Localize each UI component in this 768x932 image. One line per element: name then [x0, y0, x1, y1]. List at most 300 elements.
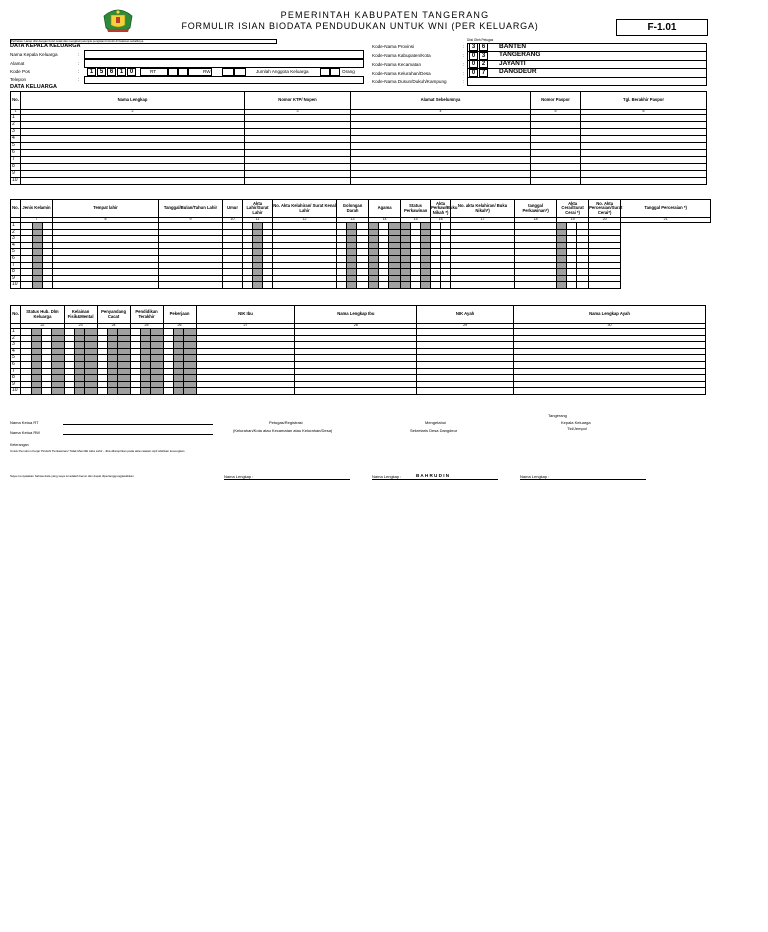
- entry-cell[interactable]: [151, 348, 163, 355]
- entry-cell[interactable]: [401, 223, 411, 230]
- entry-cell[interactable]: [196, 368, 295, 375]
- entry-cell[interactable]: [243, 282, 253, 289]
- entry-cell[interactable]: [577, 262, 589, 269]
- entry-cell[interactable]: [243, 255, 253, 262]
- entry-cell[interactable]: [389, 255, 401, 262]
- entry-cell[interactable]: [140, 355, 150, 362]
- entry-cell[interactable]: [441, 262, 451, 269]
- entry-cell[interactable]: [421, 236, 431, 243]
- entry-cell[interactable]: [379, 269, 389, 276]
- entry-cell[interactable]: [159, 242, 223, 249]
- entry-cell[interactable]: [53, 236, 159, 243]
- entry-cell[interactable]: [184, 342, 196, 349]
- entry-cell[interactable]: [74, 342, 84, 349]
- entry-cell[interactable]: [97, 361, 107, 368]
- entry-cell[interactable]: [43, 229, 53, 236]
- entry-cell[interactable]: [118, 375, 130, 382]
- entry-cell[interactable]: [31, 335, 41, 342]
- entry-cell[interactable]: [515, 249, 557, 256]
- entry-cell[interactable]: [151, 381, 163, 388]
- entry-cell[interactable]: [21, 150, 245, 157]
- entry-cell[interactable]: [43, 223, 53, 230]
- entry-cell[interactable]: [337, 255, 347, 262]
- entry-cell[interactable]: [589, 223, 621, 230]
- entry-cell[interactable]: [253, 282, 263, 289]
- entry-cell[interactable]: [389, 229, 401, 236]
- entry-cell[interactable]: [253, 249, 263, 256]
- desa-code-digit[interactable]: 0: [469, 69, 478, 77]
- entry-cell[interactable]: [43, 242, 53, 249]
- entry-cell[interactable]: [173, 368, 183, 375]
- entry-cell[interactable]: [184, 375, 196, 382]
- entry-cell[interactable]: [557, 262, 567, 269]
- entry-cell[interactable]: [196, 348, 295, 355]
- entry-cell[interactable]: [589, 282, 621, 289]
- kec-code-digit[interactable]: 2: [479, 60, 488, 68]
- anggota-digit[interactable]: [330, 68, 340, 76]
- entry-cell[interactable]: [515, 262, 557, 269]
- entry-cell[interactable]: [33, 223, 43, 230]
- entry-cell[interactable]: [567, 223, 577, 230]
- entry-cell[interactable]: [173, 348, 183, 355]
- provinsi-code-digit[interactable]: 6: [479, 43, 488, 51]
- kodepos-digit[interactable]: 5: [97, 68, 106, 76]
- entry-cell[interactable]: [173, 335, 183, 342]
- entry-cell[interactable]: [41, 388, 51, 395]
- entry-cell[interactable]: [577, 275, 589, 282]
- entry-cell[interactable]: [567, 236, 577, 243]
- entry-cell[interactable]: [369, 249, 379, 256]
- entry-cell[interactable]: [159, 229, 223, 236]
- entry-cell[interactable]: [21, 269, 33, 276]
- entry-cell[interactable]: [451, 282, 515, 289]
- entry-cell[interactable]: [431, 262, 441, 269]
- entry-cell[interactable]: [337, 223, 347, 230]
- kab-name[interactable]: TANGERANG: [499, 51, 541, 58]
- entry-cell[interactable]: [85, 329, 97, 336]
- entry-cell[interactable]: [531, 129, 581, 136]
- entry-cell[interactable]: [163, 368, 173, 375]
- entry-cell[interactable]: [64, 361, 74, 368]
- entry-cell[interactable]: [263, 262, 273, 269]
- entry-cell[interactable]: [31, 355, 41, 362]
- entry-cell[interactable]: [514, 361, 706, 368]
- entry-cell[interactable]: [515, 236, 557, 243]
- entry-cell[interactable]: [441, 282, 451, 289]
- entry-cell[interactable]: [263, 242, 273, 249]
- entry-cell[interactable]: [567, 262, 577, 269]
- entry-cell[interactable]: [43, 236, 53, 243]
- entry-cell[interactable]: [531, 164, 581, 171]
- kodepos-digit[interactable]: 1: [117, 68, 126, 76]
- entry-cell[interactable]: [337, 282, 347, 289]
- entry-cell[interactable]: [347, 242, 357, 249]
- entry-cell[interactable]: [245, 150, 351, 157]
- entry-cell[interactable]: [196, 342, 295, 349]
- entry-cell[interactable]: [514, 342, 706, 349]
- entry-cell[interactable]: [74, 361, 84, 368]
- entry-cell[interactable]: [243, 275, 253, 282]
- entry-cell[interactable]: [21, 171, 245, 178]
- entry-cell[interactable]: [431, 223, 441, 230]
- entry-cell[interactable]: [184, 381, 196, 388]
- entry-cell[interactable]: [21, 329, 31, 336]
- entry-cell[interactable]: [557, 255, 567, 262]
- entry-cell[interactable]: [21, 335, 31, 342]
- entry-cell[interactable]: [107, 355, 117, 362]
- rt-input-box[interactable]: [168, 68, 178, 76]
- entry-cell[interactable]: [557, 236, 567, 243]
- entry-cell[interactable]: [379, 262, 389, 269]
- entry-cell[interactable]: [33, 242, 43, 249]
- entry-cell[interactable]: [389, 269, 401, 276]
- entry-cell[interactable]: [577, 236, 589, 243]
- entry-cell[interactable]: [295, 342, 417, 349]
- entry-cell[interactable]: [357, 229, 369, 236]
- nama-kepala-input[interactable]: [84, 50, 364, 59]
- entry-cell[interactable]: [97, 381, 107, 388]
- entry-cell[interactable]: [33, 282, 43, 289]
- entry-cell[interactable]: [85, 348, 97, 355]
- entry-cell[interactable]: [130, 342, 140, 349]
- entry-cell[interactable]: [451, 249, 515, 256]
- entry-cell[interactable]: [107, 381, 117, 388]
- entry-cell[interactable]: [21, 381, 31, 388]
- entry-cell[interactable]: [411, 223, 421, 230]
- entry-cell[interactable]: [21, 255, 33, 262]
- entry-cell[interactable]: [64, 329, 74, 336]
- entry-cell[interactable]: [97, 348, 107, 355]
- entry-cell[interactable]: [401, 249, 411, 256]
- entry-cell[interactable]: [417, 388, 514, 395]
- entry-cell[interactable]: [52, 361, 64, 368]
- entry-cell[interactable]: [514, 368, 706, 375]
- entry-cell[interactable]: [401, 275, 411, 282]
- entry-cell[interactable]: [431, 249, 441, 256]
- entry-cell[interactable]: [85, 388, 97, 395]
- entry-cell[interactable]: [263, 223, 273, 230]
- entry-cell[interactable]: [589, 275, 621, 282]
- entry-cell[interactable]: [118, 329, 130, 336]
- entry-cell[interactable]: [411, 255, 421, 262]
- entry-cell[interactable]: [417, 335, 514, 342]
- entry-cell[interactable]: [263, 255, 273, 262]
- entry-cell[interactable]: [64, 335, 74, 342]
- entry-cell[interactable]: [33, 275, 43, 282]
- entry-cell[interactable]: [431, 282, 441, 289]
- entry-cell[interactable]: [159, 269, 223, 276]
- entry-cell[interactable]: [379, 255, 389, 262]
- entry-cell[interactable]: [273, 282, 337, 289]
- entry-cell[interactable]: [140, 381, 150, 388]
- entry-cell[interactable]: [107, 329, 117, 336]
- entry-cell[interactable]: [337, 275, 347, 282]
- entry-cell[interactable]: [41, 348, 51, 355]
- entry-cell[interactable]: [431, 229, 441, 236]
- entry-cell[interactable]: [173, 329, 183, 336]
- entry-cell[interactable]: [369, 229, 379, 236]
- entry-cell[interactable]: [196, 361, 295, 368]
- entry-cell[interactable]: [263, 236, 273, 243]
- entry-cell[interactable]: [421, 249, 431, 256]
- entry-cell[interactable]: [451, 242, 515, 249]
- entry-cell[interactable]: [514, 388, 706, 395]
- entry-cell[interactable]: [173, 381, 183, 388]
- entry-cell[interactable]: [107, 342, 117, 349]
- entry-cell[interactable]: [31, 381, 41, 388]
- entry-cell[interactable]: [411, 229, 421, 236]
- entry-cell[interactable]: [21, 136, 245, 143]
- entry-cell[interactable]: [151, 355, 163, 362]
- entry-cell[interactable]: [351, 150, 531, 157]
- entry-cell[interactable]: [417, 368, 514, 375]
- entry-cell[interactable]: [41, 381, 51, 388]
- entry-cell[interactable]: [118, 368, 130, 375]
- entry-cell[interactable]: [253, 255, 263, 262]
- entry-cell[interactable]: [581, 143, 707, 150]
- entry-cell[interactable]: [21, 178, 245, 185]
- entry-cell[interactable]: [347, 229, 357, 236]
- entry-cell[interactable]: [52, 368, 64, 375]
- entry-cell[interactable]: [347, 236, 357, 243]
- entry-cell[interactable]: [589, 236, 621, 243]
- entry-cell[interactable]: [173, 342, 183, 349]
- entry-cell[interactable]: [347, 269, 357, 276]
- entry-cell[interactable]: [118, 335, 130, 342]
- entry-cell[interactable]: [351, 122, 531, 129]
- entry-cell[interactable]: [581, 122, 707, 129]
- entry-cell[interactable]: [151, 388, 163, 395]
- entry-cell[interactable]: [64, 388, 74, 395]
- entry-cell[interactable]: [107, 368, 117, 375]
- entry-cell[interactable]: [31, 368, 41, 375]
- entry-cell[interactable]: [531, 171, 581, 178]
- entry-cell[interactable]: [21, 115, 245, 122]
- entry-cell[interactable]: [411, 242, 421, 249]
- entry-cell[interactable]: [557, 269, 567, 276]
- entry-cell[interactable]: [581, 115, 707, 122]
- entry-cell[interactable]: [53, 255, 159, 262]
- entry-cell[interactable]: [401, 269, 411, 276]
- entry-cell[interactable]: [97, 329, 107, 336]
- entry-cell[interactable]: [577, 249, 589, 256]
- entry-cell[interactable]: [118, 381, 130, 388]
- entry-cell[interactable]: [85, 375, 97, 382]
- entry-cell[interactable]: [31, 329, 41, 336]
- entry-cell[interactable]: [417, 355, 514, 362]
- entry-cell[interactable]: [243, 229, 253, 236]
- entry-cell[interactable]: [31, 361, 41, 368]
- entry-cell[interactable]: [357, 262, 369, 269]
- entry-cell[interactable]: [21, 342, 31, 349]
- entry-cell[interactable]: [74, 368, 84, 375]
- entry-cell[interactable]: [64, 375, 74, 382]
- anggota-digit[interactable]: [320, 68, 330, 76]
- entry-cell[interactable]: [581, 164, 707, 171]
- entry-cell[interactable]: [21, 282, 33, 289]
- provinsi-name[interactable]: BANTEN: [499, 43, 527, 50]
- entry-cell[interactable]: [53, 275, 159, 282]
- entry-cell[interactable]: [401, 255, 411, 262]
- entry-cell[interactable]: [173, 375, 183, 382]
- entry-cell[interactable]: [557, 282, 567, 289]
- entry-cell[interactable]: [531, 136, 581, 143]
- entry-cell[interactable]: [515, 269, 557, 276]
- entry-cell[interactable]: [401, 229, 411, 236]
- entry-cell[interactable]: [451, 255, 515, 262]
- entry-cell[interactable]: [351, 129, 531, 136]
- entry-cell[interactable]: [41, 335, 51, 342]
- entry-cell[interactable]: [21, 129, 245, 136]
- entry-cell[interactable]: [263, 229, 273, 236]
- entry-cell[interactable]: [159, 249, 223, 256]
- rt-input-box[interactable]: [178, 68, 188, 76]
- entry-cell[interactable]: [557, 229, 567, 236]
- entry-cell[interactable]: [243, 236, 253, 243]
- entry-cell[interactable]: [64, 368, 74, 375]
- entry-cell[interactable]: [421, 275, 431, 282]
- alamat-input[interactable]: [84, 59, 364, 68]
- entry-cell[interactable]: [411, 236, 421, 243]
- entry-cell[interactable]: [347, 275, 357, 282]
- entry-cell[interactable]: [421, 282, 431, 289]
- entry-cell[interactable]: [163, 381, 173, 388]
- entry-cell[interactable]: [514, 381, 706, 388]
- entry-cell[interactable]: [140, 348, 150, 355]
- entry-cell[interactable]: [401, 236, 411, 243]
- entry-cell[interactable]: [151, 368, 163, 375]
- entry-cell[interactable]: [196, 375, 295, 382]
- entry-cell[interactable]: [159, 255, 223, 262]
- entry-cell[interactable]: [243, 249, 253, 256]
- entry-cell[interactable]: [223, 229, 243, 236]
- entry-cell[interactable]: [577, 269, 589, 276]
- entry-cell[interactable]: [441, 242, 451, 249]
- entry-cell[interactable]: [357, 249, 369, 256]
- entry-cell[interactable]: [273, 223, 337, 230]
- entry-cell[interactable]: [31, 342, 41, 349]
- kodepos-digit[interactable]: 1: [87, 68, 96, 76]
- entry-cell[interactable]: [41, 355, 51, 362]
- entry-cell[interactable]: [159, 236, 223, 243]
- entry-cell[interactable]: [295, 368, 417, 375]
- entry-cell[interactable]: [347, 249, 357, 256]
- entry-cell[interactable]: [223, 262, 243, 269]
- entry-cell[interactable]: [107, 361, 117, 368]
- entry-cell[interactable]: [223, 223, 243, 230]
- entry-cell[interactable]: [581, 150, 707, 157]
- entry-cell[interactable]: [567, 249, 577, 256]
- entry-cell[interactable]: [196, 329, 295, 336]
- entry-cell[interactable]: [21, 361, 31, 368]
- entry-cell[interactable]: [130, 368, 140, 375]
- entry-cell[interactable]: [74, 348, 84, 355]
- entry-cell[interactable]: [253, 262, 263, 269]
- entry-cell[interactable]: [589, 262, 621, 269]
- entry-cell[interactable]: [379, 223, 389, 230]
- entry-cell[interactable]: [151, 329, 163, 336]
- entry-cell[interactable]: [337, 242, 347, 249]
- entry-cell[interactable]: [369, 242, 379, 249]
- entry-cell[interactable]: [64, 355, 74, 362]
- telepon-input[interactable]: [84, 76, 364, 84]
- entry-cell[interactable]: [253, 229, 263, 236]
- entry-cell[interactable]: [451, 236, 515, 243]
- entry-cell[interactable]: [196, 388, 295, 395]
- entry-cell[interactable]: [379, 242, 389, 249]
- entry-cell[interactable]: [21, 236, 33, 243]
- entry-cell[interactable]: [245, 129, 351, 136]
- entry-cell[interactable]: [196, 335, 295, 342]
- entry-cell[interactable]: [515, 275, 557, 282]
- entry-cell[interactable]: [41, 361, 51, 368]
- entry-cell[interactable]: [107, 388, 117, 395]
- kec-code-digit[interactable]: 0: [469, 60, 478, 68]
- entry-cell[interactable]: [21, 223, 33, 230]
- entry-cell[interactable]: [173, 355, 183, 362]
- kec-name[interactable]: JAYANTI: [499, 60, 526, 67]
- entry-cell[interactable]: [515, 255, 557, 262]
- entry-cell[interactable]: [515, 223, 557, 230]
- entry-cell[interactable]: [41, 342, 51, 349]
- entry-cell[interactable]: [577, 242, 589, 249]
- entry-cell[interactable]: [130, 348, 140, 355]
- entry-cell[interactable]: [159, 262, 223, 269]
- entry-cell[interactable]: [351, 115, 531, 122]
- entry-cell[interactable]: [369, 269, 379, 276]
- entry-cell[interactable]: [441, 249, 451, 256]
- entry-cell[interactable]: [514, 335, 706, 342]
- entry-cell[interactable]: [273, 262, 337, 269]
- entry-cell[interactable]: [97, 355, 107, 362]
- entry-cell[interactable]: [577, 223, 589, 230]
- entry-cell[interactable]: [369, 262, 379, 269]
- entry-cell[interactable]: [151, 342, 163, 349]
- entry-cell[interactable]: [196, 381, 295, 388]
- entry-cell[interactable]: [531, 178, 581, 185]
- entry-cell[interactable]: [140, 335, 150, 342]
- entry-cell[interactable]: [577, 229, 589, 236]
- entry-cell[interactable]: [53, 269, 159, 276]
- entry-cell[interactable]: [118, 348, 130, 355]
- entry-cell[interactable]: [431, 269, 441, 276]
- entry-cell[interactable]: [357, 242, 369, 249]
- entry-cell[interactable]: [163, 348, 173, 355]
- entry-cell[interactable]: [41, 375, 51, 382]
- entry-cell[interactable]: [431, 236, 441, 243]
- entry-cell[interactable]: [53, 242, 159, 249]
- entry-cell[interactable]: [337, 229, 347, 236]
- entry-cell[interactable]: [21, 229, 33, 236]
- entry-cell[interactable]: [173, 388, 183, 395]
- entry-cell[interactable]: [140, 388, 150, 395]
- entry-cell[interactable]: [441, 275, 451, 282]
- entry-cell[interactable]: [581, 171, 707, 178]
- entry-cell[interactable]: [351, 171, 531, 178]
- entry-cell[interactable]: [245, 157, 351, 164]
- entry-cell[interactable]: [581, 157, 707, 164]
- entry-cell[interactable]: [85, 381, 97, 388]
- entry-cell[interactable]: [74, 381, 84, 388]
- entry-cell[interactable]: [295, 375, 417, 382]
- entry-cell[interactable]: [43, 269, 53, 276]
- entry-cell[interactable]: [589, 229, 621, 236]
- entry-cell[interactable]: [74, 375, 84, 382]
- desa-name[interactable]: DANGDEUR: [499, 68, 537, 75]
- entry-cell[interactable]: [337, 269, 347, 276]
- entry-cell[interactable]: [21, 164, 245, 171]
- entry-cell[interactable]: [52, 342, 64, 349]
